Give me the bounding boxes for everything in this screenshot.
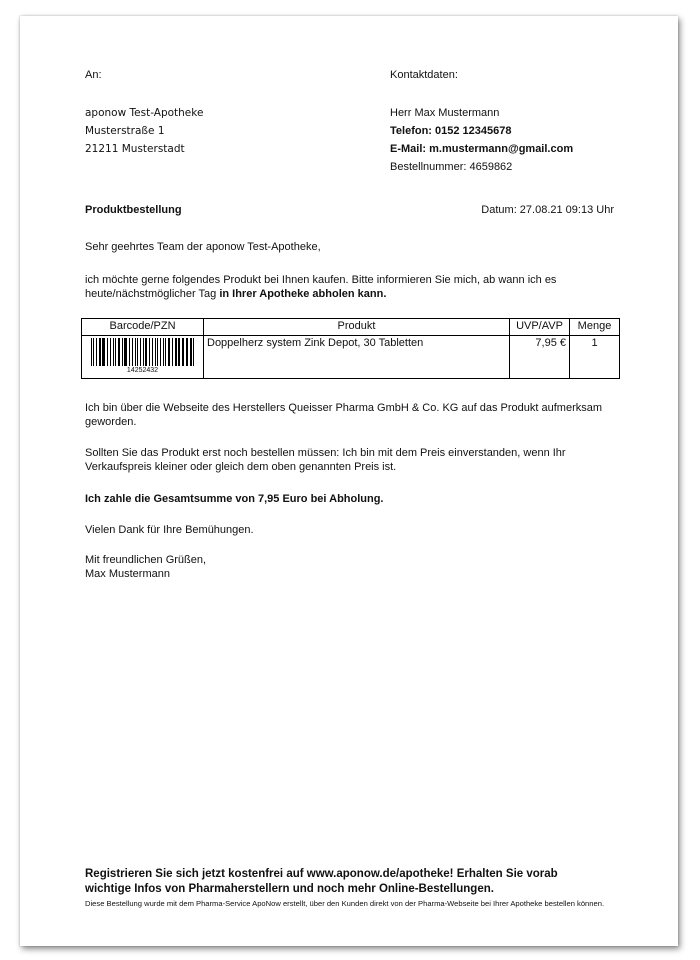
barcode-bar	[152, 338, 153, 366]
barcode-bar	[129, 338, 130, 366]
barcode-bar	[135, 338, 136, 366]
table-header-row	[82, 319, 620, 336]
closing-line: Mit freundlichen Grüßen,	[85, 554, 207, 566]
barcode-bar	[118, 338, 120, 366]
barcode-bar	[110, 338, 111, 366]
barcode-bar	[115, 338, 116, 366]
table-row	[82, 336, 620, 379]
barcode-bar	[143, 338, 144, 366]
contact-email: E-Mail: m.mustermann@gmail.com	[390, 143, 574, 155]
contact-name: Herr Max Mustermann	[390, 107, 500, 119]
barcode-bar	[145, 338, 147, 366]
barcode-bar	[140, 338, 141, 366]
barcode-bar	[182, 338, 184, 366]
order-number: Bestellnummer: 4659862	[390, 161, 513, 173]
barcode-bar	[149, 338, 150, 366]
barcode-bar	[132, 338, 133, 366]
source-note: Ich bin über die Webseite des Herstellers Queisser Pharma GmbH & Co. KG auf das Produkt aufmerksam geworden.	[85, 402, 603, 428]
price-cell: 7,95 €	[510, 336, 570, 379]
order-date: Datum: 27.08.21 09:13 Uhr	[481, 204, 614, 216]
letter-page	[20, 16, 678, 946]
product-cell: Doppelherz system Zink Depot, 30 Tabletten	[204, 336, 510, 379]
payment-note: Ich zahle die Gesamtsumme von 7,95 Euro bei Abholung.	[85, 493, 384, 505]
barcode-bar	[102, 338, 105, 366]
recipient-street: Musterstraße 1	[85, 125, 165, 137]
barcode-number: 14252432	[126, 367, 159, 374]
barcode-bar	[163, 338, 164, 366]
header-barcode: Barcode/PZN	[82, 319, 204, 336]
barcode-bar	[193, 338, 194, 366]
barcode-bar	[99, 338, 101, 366]
barcode-bar	[124, 338, 127, 366]
price-note: Sollten Sie das Produkt erst noch bestellen müssen: Ich bin mit dem Preis einverstanden, wenn Ihr Verkaufspreis kleiner oder gleich dem oben genannten Preis ist.	[85, 447, 566, 473]
barcode-bar	[113, 338, 114, 366]
product-table	[81, 318, 620, 379]
contact-label: Kontaktdaten:	[390, 69, 458, 81]
barcode-bar	[175, 338, 177, 366]
intro-text: ich möchte gerne folgendes Produkt bei Ihnen kaufen. Bitte informieren Sie mich, ab wann ich es heute/nächstmöglicher Tag	[85, 274, 557, 300]
barcode-bar	[93, 338, 94, 366]
contact-phone: Telefon: 0152 12345678	[390, 125, 512, 137]
barcode-image	[91, 338, 195, 366]
footer-promo: Registrieren Sie sich jetzt kostenfrei auf www.aponow.de/apotheke! Erhalten Sie vorab wichtige Infos von Pharmaherstellern und noch mehr Online-Bestellungen.	[85, 868, 558, 895]
barcode-bar	[172, 338, 173, 366]
recipient-city: 21211 Musterstadt	[85, 143, 185, 155]
barcode-bar	[122, 338, 123, 366]
subject-heading: Produktbestellung	[85, 204, 182, 216]
barcode-bar	[186, 338, 188, 366]
barcode-bar	[160, 338, 161, 366]
barcode-bar	[91, 338, 92, 366]
barcode-bar	[137, 338, 138, 366]
quantity-cell: 1	[570, 336, 620, 379]
intro-paragraph	[85, 273, 625, 301]
header-price: UVP/AVP	[510, 319, 570, 336]
header-product: Produkt	[204, 319, 510, 336]
intro-bold: in Ihrer Apotheke abholen kann.	[219, 288, 387, 300]
barcode-bar	[165, 338, 166, 366]
barcode-bar	[157, 338, 158, 366]
barcode-bar	[178, 338, 180, 366]
barcode-bar	[96, 338, 97, 366]
barcode-bar	[155, 338, 156, 366]
barcode-bar	[190, 338, 192, 366]
signature: Max Mustermann	[85, 568, 170, 580]
thanks-line: Vielen Dank für Ihre Bemühungen.	[85, 524, 254, 536]
header-quantity: Menge	[570, 319, 620, 336]
barcode-bar	[107, 338, 108, 366]
recipient-label: An:	[85, 69, 102, 81]
barcode-bar	[168, 338, 170, 366]
footer-disclaimer: Diese Bestellung wurde mit dem Pharma-Service ApoNow erstellt, über den Kunden direkt von der Pharma-Webseite bei Ihrer Apotheke bestellen können.	[85, 899, 605, 908]
greeting: Sehr geehrtes Team der aponow Test-Apotheke,	[85, 241, 321, 253]
barcode-cell	[82, 336, 204, 379]
recipient-name: aponow Test-Apotheke	[85, 107, 204, 119]
